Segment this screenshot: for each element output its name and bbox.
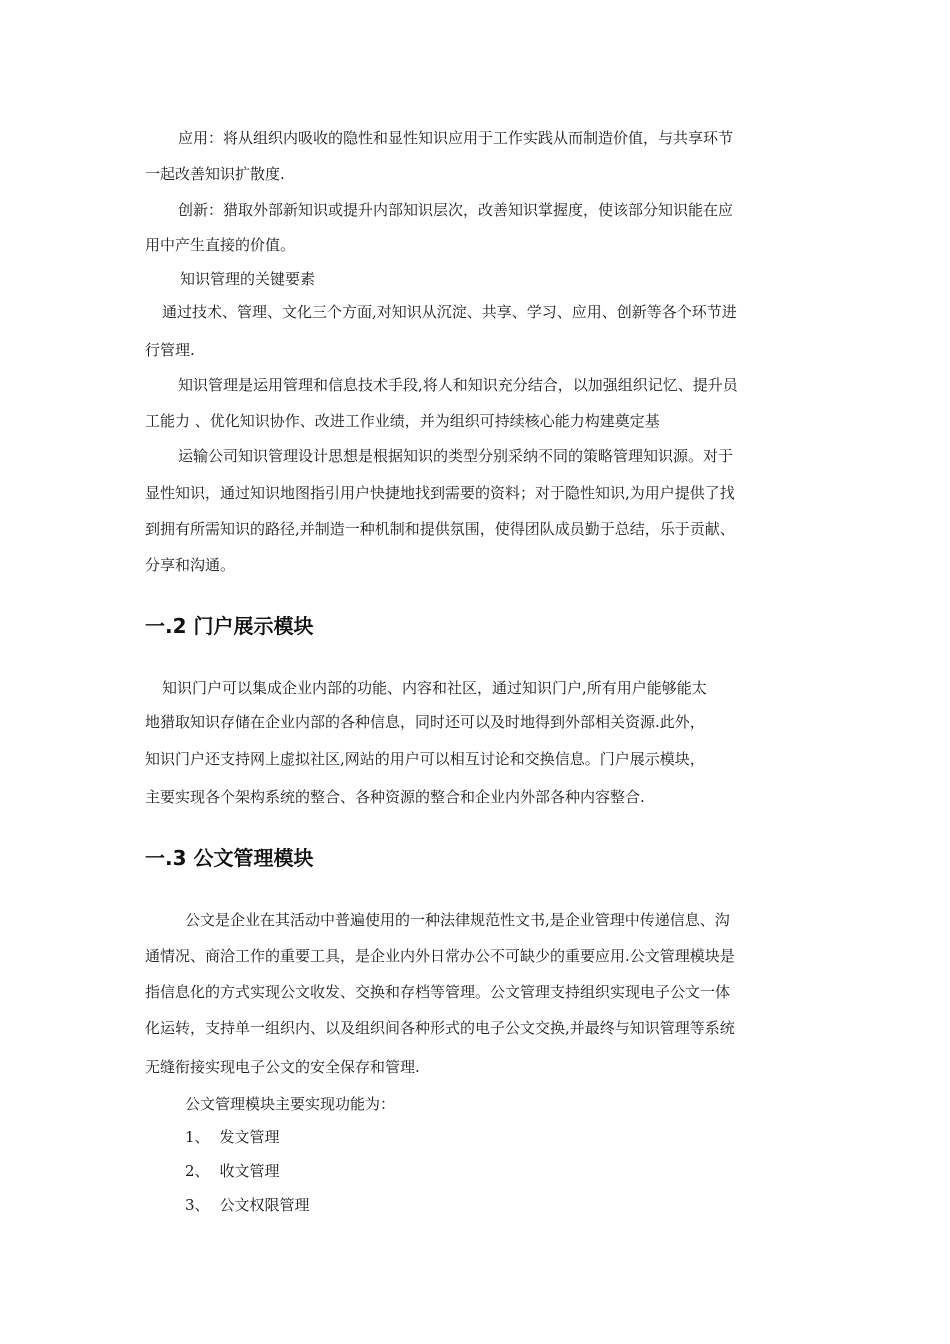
list-item-label: 收文管理 bbox=[219, 1162, 280, 1180]
km-def-line-2: 工能力 、优化知识协作、改进工作业绩，并为组织可持续核心能力构建奠定基 bbox=[145, 412, 660, 430]
doc-line-2: 通情况、商洽工作的重要工具，是企业内外日常办公不可缺少的重要应用.公文管理模块是 bbox=[145, 947, 735, 965]
doc-line-4: 化运转，支持单一组织内、以及组织间各种形式的电子公文交换,并最终与知识管理等系统 bbox=[145, 1019, 735, 1037]
design-line-1: 运输公司知识管理设计思想是根据知识的类型分别采纳不同的策略管理知识源。对于 bbox=[178, 447, 734, 465]
list-item-number: 2、 bbox=[185, 1162, 210, 1180]
key-elements-line-2: 行管理. bbox=[145, 341, 195, 359]
innovate-line-1: 创新：猎取外部新知识或提升内部知识层次，改善知识掌握度，使该部分知识能在应 bbox=[178, 201, 734, 219]
design-line-4: 分享和沟通。 bbox=[145, 556, 236, 574]
apply-line-1: 应用：将从组织内吸收的隐性和显性知识应用于工作实践从而制造价值，与共享环节 bbox=[178, 129, 734, 147]
key-elements-line-1: 通过技术、管理、文化三个方面,对知识从沉淀、共享、学习、应用、创新等各个环节进 bbox=[162, 303, 737, 321]
portal-line-2: 地猎取知识存储在企业内部的各种信息，同时还可以及时地得到外部相关资源.此外， bbox=[145, 713, 705, 731]
design-line-2: 显性知识，通过知识地图指引用户快捷地找到需要的资料；对于隐性知识,为用户提供了找 bbox=[145, 484, 735, 502]
list-item bbox=[185, 1195, 310, 1215]
list-item-number: 1、 bbox=[185, 1128, 210, 1146]
design-line-3: 到拥有所需知识的路径,并制造一种机制和提供氛围，使得团队成员勤于总结，乐于贡献、 bbox=[145, 520, 735, 538]
list-item-number: 3、 bbox=[185, 1196, 210, 1214]
section-heading-doc: 一.3 公文管理模块 bbox=[145, 846, 314, 870]
portal-line-1: 知识门户可以集成企业内部的功能、内容和社区，通过知识门户,所有用户能够能太 bbox=[162, 679, 707, 697]
doc-line-1: 公文是企业在其活动中普遍使用的一种法律规范性文书,是企业管理中传递信息、沟 bbox=[185, 911, 730, 929]
apply-line-2: 一起改善知识扩散度. bbox=[145, 165, 285, 183]
doc-line-3: 指信息化的方式实现公文收发、交换和存档等管理。公文管理支持组织实现电子公文一体 bbox=[145, 983, 731, 1001]
doc-line-5: 无缝衔接实现电子公文的安全保存和管理. bbox=[145, 1058, 420, 1076]
key-elements-title: 知识管理的关键要素 bbox=[180, 270, 316, 288]
section-heading-portal: 一.2 门户展示模块 bbox=[145, 614, 314, 638]
list-item-label: 发文管理 bbox=[219, 1128, 280, 1146]
innovate-line-2: 用中产生直接的价值。 bbox=[145, 236, 296, 254]
list-item bbox=[185, 1127, 280, 1147]
functions-intro: 公文管理模块主要实现功能为： bbox=[185, 1095, 396, 1113]
list-item bbox=[185, 1161, 280, 1181]
km-def-line-1: 知识管理是运用管理和信息技术手段,将人和知识充分结合，以加强组织记忆、提升员 bbox=[178, 376, 738, 394]
list-item-label: 公文权限管理 bbox=[219, 1196, 310, 1214]
portal-line-4: 主要实现各个架构系统的整合、各种资源的整合和企业内外部各种内容整合. bbox=[145, 788, 645, 806]
portal-line-3: 知识门户还支持网上虚拟社区,网站的用户可以相互讨论和交换信息。门户展示模块， bbox=[145, 750, 705, 768]
